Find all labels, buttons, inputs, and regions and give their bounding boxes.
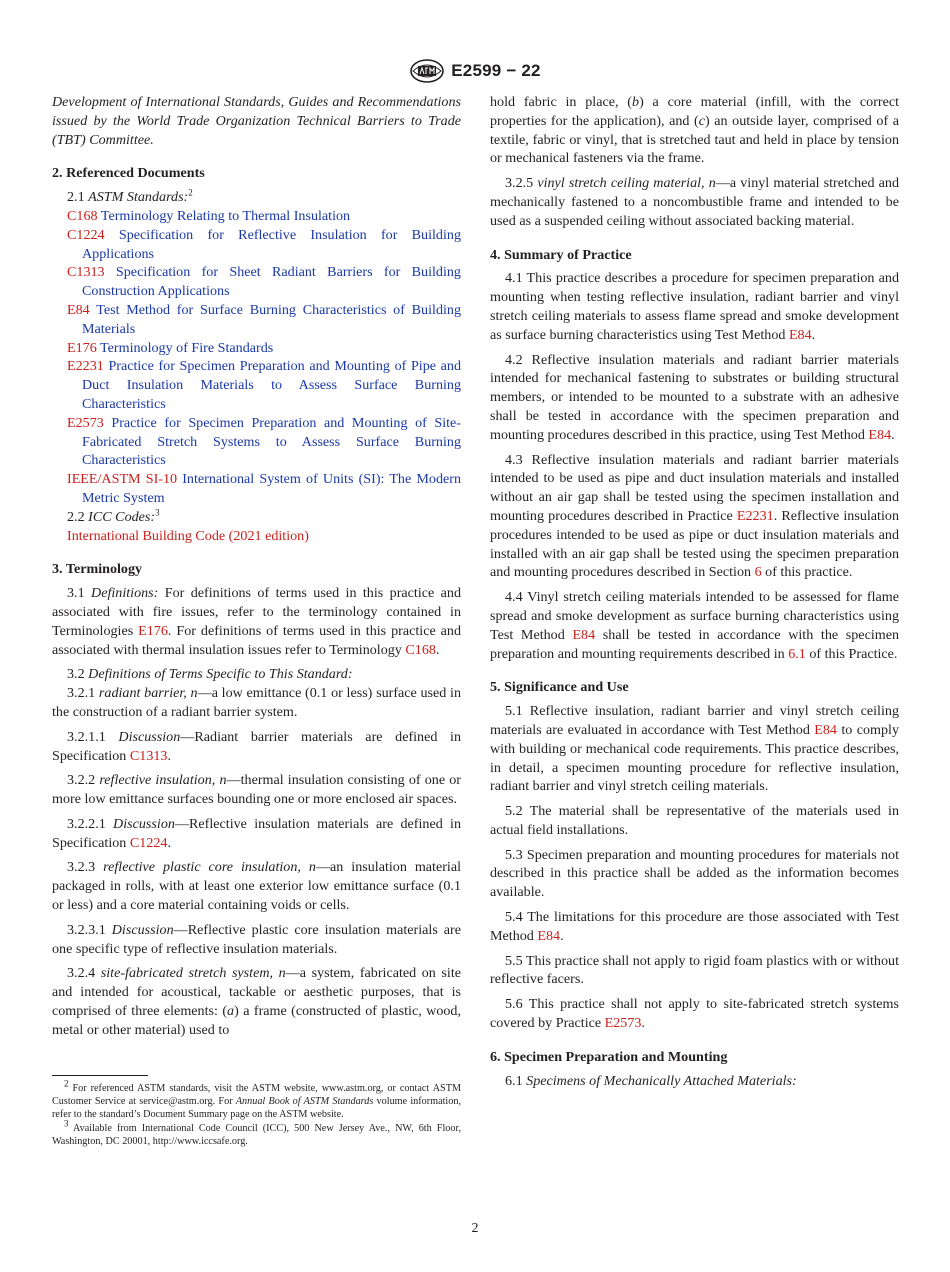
reference-list bbox=[52, 207, 461, 508]
ref-link[interactable]: E84 bbox=[537, 927, 561, 944]
paragraph-5-3: 5.3 Specimen preparation and mounting procedures for materials not described in this practice shall be added as the information becomes available. bbox=[490, 846, 899, 901]
paragraph-5-6: 5.6 This practice shall not apply to site-fabricated stretch systems covered by Practice E2573. bbox=[490, 996, 899, 1032]
paragraph-3-2-2: 3.2.2 reflective insulation, n—thermal insulation consisting of one or more low emittance surfaces bounding one or more enclosed air spaces. bbox=[52, 772, 461, 808]
reference-item[interactable]: C168 Terminology Relating to Thermal Insulation bbox=[67, 207, 351, 224]
icc-reference-link[interactable]: International Building Code (2021 edition) bbox=[67, 527, 309, 544]
paragraph-3-2-3-1: 3.2.3.1 Discussion—Reflective plastic core insulation materials are one specific type of reflective insulation materials. bbox=[52, 921, 461, 957]
reference-item[interactable]: E2573 Practice for Specimen Preparation and Mounting of Site-Fabricated Stretch Systems to Assess Surface Burning Characteristics bbox=[67, 414, 462, 469]
paragraph-5-5: 5.5 This practice shall not apply to rigid foam plastics with or without reflective facers. bbox=[490, 952, 899, 988]
paragraph-5-4: 5.4 The limitations for this procedure are those associated with Test Method E84. bbox=[490, 909, 899, 944]
paragraph-3-2-2-1: 3.2.2.1 Discussion—Reflective insulation materials are defined in Specification C1224. bbox=[52, 815, 461, 851]
ref-link[interactable]: C168 bbox=[405, 641, 436, 658]
paragraph-6-1: 6.1 Specimens of Mechanically Attached Materials: bbox=[505, 1072, 797, 1089]
paragraph-5-2: 5.2 The material shall be representative of the materials used in actual field installations. bbox=[490, 803, 899, 838]
paragraph-3-2-1: 3.2.1 radiant barrier, n—a low emittance (0.1 or less) surface used in the construction of a radiant barrier system. bbox=[52, 685, 462, 720]
right-column bbox=[490, 93, 899, 1096]
ref-link[interactable]: E84 bbox=[868, 426, 892, 443]
ref-link[interactable]: E84 bbox=[572, 626, 596, 643]
paragraph-3-2-1-1: 3.2.1.1 Discussion—Radiant barrier materials are defined in Specification C1313. bbox=[52, 728, 461, 764]
paragraph-3-2-4-continued: hold fabric in place, (b) a core material (infill, with the correct properties for the application), and (c) an outside layer, comprised of a textile, fabric or vinyl, that is stretched taut and held in place by tension or mechanical fasteners via the frame. bbox=[490, 94, 900, 167]
reference-item[interactable]: IEEE/ASTM SI-10 International System of Units (SI): The Modern Metric System bbox=[67, 471, 461, 506]
paragraph-5-1: 5.1 Reflective insulation, radiant barrier and vinyl stretch ceiling materials are evaluated in accordance with Test Method E84 to comply with building or mechanical code requirements. This practice describes, in detail, a specimen mounting procedure for reflective insulation, radiant barrier and vinyl stretch ceiling materials. bbox=[490, 703, 899, 795]
page-header bbox=[0, 58, 950, 84]
standard-designation: E2599 − 22 bbox=[451, 61, 541, 80]
ref-link[interactable]: E84 bbox=[814, 721, 837, 738]
reference-item[interactable]: E176 Terminology of Fire Standards bbox=[67, 339, 274, 356]
ref-link[interactable]: 6 bbox=[754, 564, 762, 581]
paragraph-4-2: 4.2 Reflective insulation materials and radiant barrier materials intended for mechanical fastening to substrates or building structural members, or intended to be mounted to a substrate with an adhesive shall be tested in accordance with the specimen preparation and mounting procedures described in this practice, using Test Method E84. bbox=[490, 351, 899, 443]
page-number: 2 bbox=[471, 1221, 479, 1236]
paragraph-4-1: 4.1 This practice describes a procedure for specimen preparation and mounting when testing reflective insulation, radiant barrier and vinyl stretch ceiling materials to assess flame spread and smoke development as surface burning characteristics using Test Method E84. bbox=[490, 270, 899, 343]
reference-item[interactable]: E84 Test Method for Surface Burning Characteristics of Building Materials bbox=[67, 301, 461, 337]
paragraph-3-1: 3.1 Definitions: For definitions of terms used in this practice and associated with fire issues, refer to the terminology contained in Terminologies E176. For definitions of terms used in this practice and associated with thermal insulation issues refer to Terminology C168. bbox=[52, 585, 461, 658]
footnote-3: 3 Available from International Code Council (ICC), 500 New Jersey Ave., NW, 6th Floor, Washington, DC 20001, http://www.iccsafe.org. bbox=[52, 1118, 461, 1148]
left-column bbox=[52, 93, 461, 1150]
intro-paragraph: Development of International Standards, Guides and Recommendations issued by the World Trade Organization Technical Barriers to Trade (TBT) Committee. bbox=[52, 94, 461, 148]
ref-link[interactable]: E84 bbox=[788, 326, 812, 343]
astm-logo-icon bbox=[409, 58, 445, 84]
section-4-heading: 4. Summary of Practice bbox=[490, 246, 632, 263]
ref-link[interactable]: E2573 bbox=[604, 1015, 642, 1032]
section-6-heading: 6. Specimen Preparation and Mounting bbox=[490, 1048, 728, 1065]
section-3-heading: 3. Terminology bbox=[52, 561, 143, 578]
ref-link[interactable]: 6.1 bbox=[788, 645, 806, 662]
footnote-divider bbox=[52, 1075, 148, 1076]
icc-codes-label: 2.2 ICC Codes:$^3$ bbox=[67, 507, 160, 525]
ref-link[interactable]: C1313 bbox=[129, 747, 168, 764]
paragraph-4-3: 4.3 Reflective insulation materials and radiant barrier materials intended to be used as pipe and duct insulation materials and installed without an air gap shall be tested using the specimen installation and mounting procedures described in Practice E2231. Reflective insulation procedures intended to be used as pipe or duct insulation materials and installed with an air gap shall be tested using the specimen preparation and mounting procedures described in Section 6 of this practice. bbox=[490, 451, 899, 581]
ref-link[interactable]: C1224 bbox=[129, 834, 168, 851]
reference-item[interactable]: C1313 Specification for Sheet Radiant Barriers for Building Construction Applications bbox=[67, 264, 461, 300]
ref-link[interactable]: E176 bbox=[138, 622, 168, 639]
paragraph-3-2: 3.2 Definitions of Terms Specific to This Standard: bbox=[67, 666, 353, 683]
paragraph-3-2-5: 3.2.5 vinyl stretch ceiling material, n—a vinyl material stretched and mechanically fastened to a noncombustible frame and intended to be used as a suspended ceiling without associated backing material. bbox=[490, 175, 899, 229]
paragraph-3-2-3: 3.2.3 reflective plastic core insulation, n—an insulation material packaged in rolls, with at least one exterior low emittance surface (0.1 or less) and a core material containing voids or cells. bbox=[52, 859, 462, 914]
footnote-2: 2 For referenced ASTM standards, visit the ASTM website, www.astm.org, or contact ASTM Customer Service at service@astm.org. For Annual Book of ASTM Standards volume information, refer to the standard’s Document Summary page on the ASTM website. bbox=[52, 1078, 461, 1121]
ref-link[interactable]: E2231 bbox=[736, 507, 774, 524]
reference-item[interactable]: E2231 Practice for Specimen Preparation and Mounting of Pipe and Duct Insulation Materials to Assess Surface Burning Characteristics bbox=[67, 358, 461, 412]
paragraph-4-4: 4.4 Vinyl stretch ceiling materials intended to be assessed for flame spread and smoke development as surface burning characteristics using Test Method E84 shall be tested in accordance with the specimen preparation and mounting requirements described in 6.1 of this Practice. bbox=[490, 589, 899, 662]
reference-item[interactable]: C1224 Specification for Reflective Insulation for Building Applications bbox=[67, 226, 461, 262]
paragraph-3-2-4: 3.2.4 site-fabricated stretch system, n—a system, fabricated on site and intended for acoustical, tackable or aesthetic purposes, that is comprised of three elements: (a) a frame (constructed of plastic, wood, metal or other material) used to bbox=[52, 965, 461, 1038]
section-5-heading: 5. Significance and Use bbox=[490, 679, 629, 696]
section-2-heading: 2. Referenced Documents bbox=[52, 165, 205, 182]
astm-standards-label: 2.1 ASTM Standards:$^2$ bbox=[67, 187, 193, 206]
